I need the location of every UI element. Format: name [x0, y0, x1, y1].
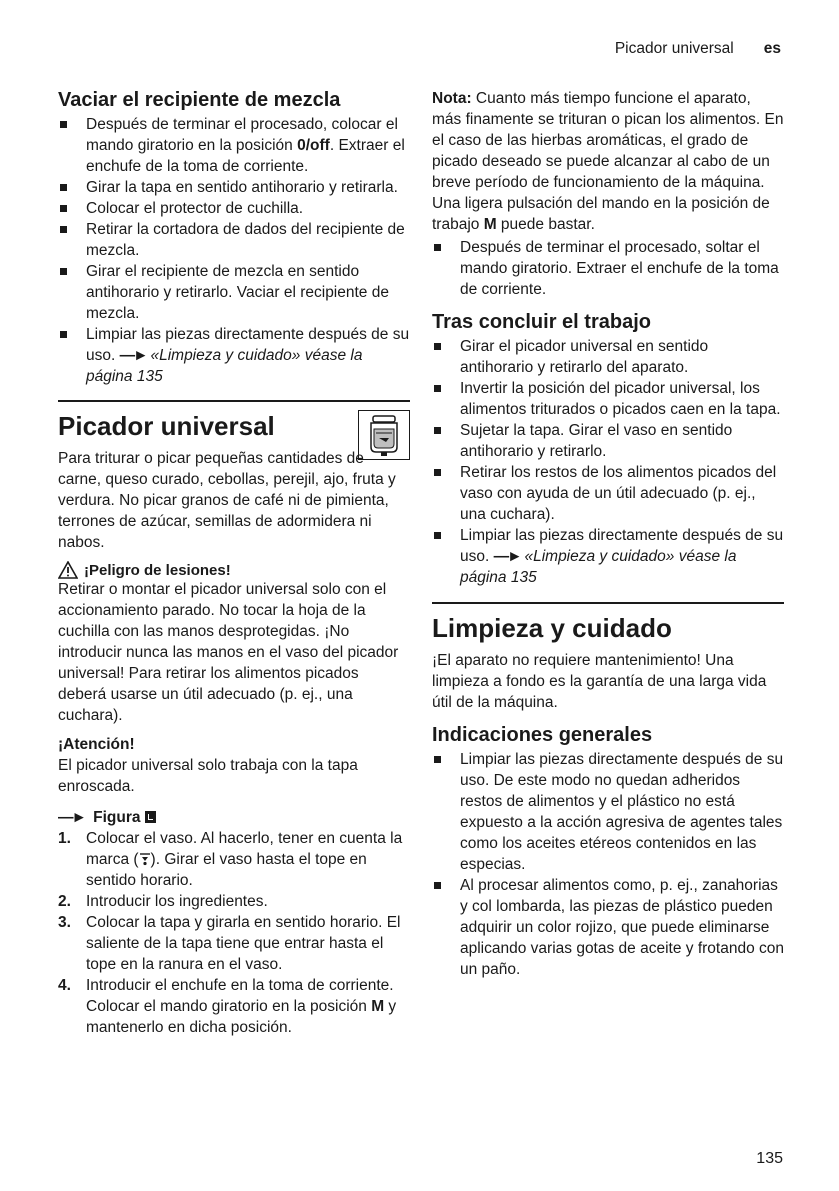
arrow-right-icon: —►: [119, 347, 147, 364]
arrow-right-icon: —►: [58, 809, 85, 826]
list-item: Después de terminar el procesado, soltar el mando giratorio. Extraer el enchufe de la toma de corriente.: [432, 237, 784, 300]
warning-heading: [58, 561, 410, 579]
page-header: [615, 40, 781, 58]
note-list: [432, 237, 784, 300]
section-title-limpieza: Limpieza y cuidado: [432, 613, 672, 643]
list-item: Limpiar las piezas directamente después de su uso. De este modo no quedan adheridos restos de alimentos y el plástico no está expuesto a la acción agresiva de agentes tales como los aceites etéreos contenidos en las especias.: [432, 749, 784, 875]
left-column: [58, 88, 410, 1038]
section-divider: [432, 602, 784, 604]
warning-icon: [58, 561, 78, 579]
header-title: Picador universal: [614, 40, 734, 57]
page-number: 135: [756, 1150, 783, 1167]
picador-section: [58, 410, 410, 553]
header-language: es: [763, 40, 781, 57]
list-item: Retirar los restos de los alimentos picados del vaso con ayuda de un útil adecuado (p. ej., una cuchara).: [432, 462, 784, 525]
warning-title: ¡Peligro de lesiones!: [84, 561, 231, 579]
section-title-tras: Tras concluir el trabajo: [432, 311, 651, 333]
vaciar-list: [58, 114, 410, 387]
cross-reference-link[interactable]: «Limpieza y cuidado» véase la página 135: [86, 347, 363, 385]
warning-text: Retirar o montar el picador universal solo con el accionamiento parado. No tocar la hoja de la cuchilla con las manos desprotegidas. ¡No introducir nunca las manos en el vaso del picador universal! Para retirar los alimentos picados deberá usarse un útil adecuado (p. ej., una cuchara).: [58, 581, 399, 724]
arrow-right-icon: —►: [493, 548, 521, 565]
list-item: Limpiar las piezas directamente después de su uso. —► «Limpieza y cuidado» véase la página 135: [58, 324, 410, 387]
section-divider: [58, 400, 410, 402]
cross-reference-link[interactable]: «Limpieza y cuidado» véase la página 135: [460, 548, 737, 586]
figure-letter-icon: [145, 811, 156, 823]
steps-list: [58, 828, 410, 1038]
note-paragraph: Nota: Cuanto más tiempo funcione el aparato, más finamente se trituran o pican los alimentos. En el caso de las hierbas aromáticas, el grado de picado deseado se puede alcanzar al cabo de un breve período de funcionamiento de la máquina. Una ligera pulsación del mando en la posición de trabajo M puede bastar.: [432, 90, 784, 233]
picador-intro: Para triturar o picar pequeñas cantidades de carne, queso curado, cebollas, perejil, ajo, fruta y verdura. No picar granos de café ni de pimienta, terrones de azúcar, semillas de adormidera ni nabos.: [58, 450, 396, 551]
list-item: Colocar el protector de cuchilla.: [58, 198, 410, 219]
attention-title: ¡Atención!: [58, 736, 135, 753]
list-item: 1. Colocar el vaso. Al hacerlo, tener en cuenta la marca ( ). Girar el vaso hasta el tope en sentido horario.: [58, 830, 403, 889]
attention-text: El picador universal solo trabaja con la tapa enroscada.: [58, 757, 358, 795]
list-item: Girar el recipiente de mezcla en sentido antihorario y retirarlo. Vaciar el recipiente de mezcla.: [58, 261, 410, 324]
indicaciones-list: [432, 749, 784, 980]
section-title-vaciar: Vaciar el recipiente de mezcla: [58, 89, 341, 111]
figure-reference: —► Figura: [58, 807, 410, 828]
list-item: Girar la tapa en sentido antihorario y retirarla.: [58, 177, 410, 198]
section-title-indicaciones: Indicaciones generales: [432, 724, 653, 746]
list-item: Sujetar la tapa. Girar el vaso en sentido antihorario y retirarlo.: [432, 420, 784, 462]
list-item: Invertir la posición del picador universal, los alimentos triturados o picados caen en la tapa.: [432, 378, 784, 420]
list-item: Limpiar las piezas directamente después de su uso. —► «Limpieza y cuidado» véase la página 135: [432, 525, 784, 588]
list-item: Al procesar alimentos como, p. ej., zanahorias y col lombarda, las piezas de plástico pueden adquirir un color rojizo, que puede eliminarse aplicando varias gotas de aceite y frotando con un paño.: [432, 875, 784, 980]
list-item: Retirar la cortadora de dados del recipiente de mezcla.: [58, 219, 410, 261]
tras-list: [432, 336, 784, 588]
list-item: 2. Introducir los ingredientes.: [58, 893, 268, 910]
chopper-icon: [358, 410, 410, 460]
list-item: 4. Introducir el enchufe en la toma de corriente. Colocar el mando giratorio en la posición M y mantenerlo en dicha posición.: [58, 977, 397, 1036]
list-item: 3. Colocar la tapa y girarla en sentido horario. El saliente de la tapa tiene que entrar hasta el tope en la ranura en el vaso.: [58, 914, 401, 973]
right-column: [432, 88, 784, 980]
list-item: Girar el picador universal en sentido antihorario y retirarlo del aparato.: [432, 336, 784, 378]
limpieza-intro: ¡El aparato no requiere mantenimiento! Una limpieza a fondo es la garantía de una larga vida útil de la máquina.: [432, 652, 767, 711]
mark-symbol-icon: [139, 852, 151, 866]
section-title-picador: Picador universal: [58, 411, 275, 441]
list-item: Después de terminar el procesado, colocar el mando giratorio en la posición 0/off. Extraer el enchufe de la toma de corriente.: [58, 114, 410, 177]
